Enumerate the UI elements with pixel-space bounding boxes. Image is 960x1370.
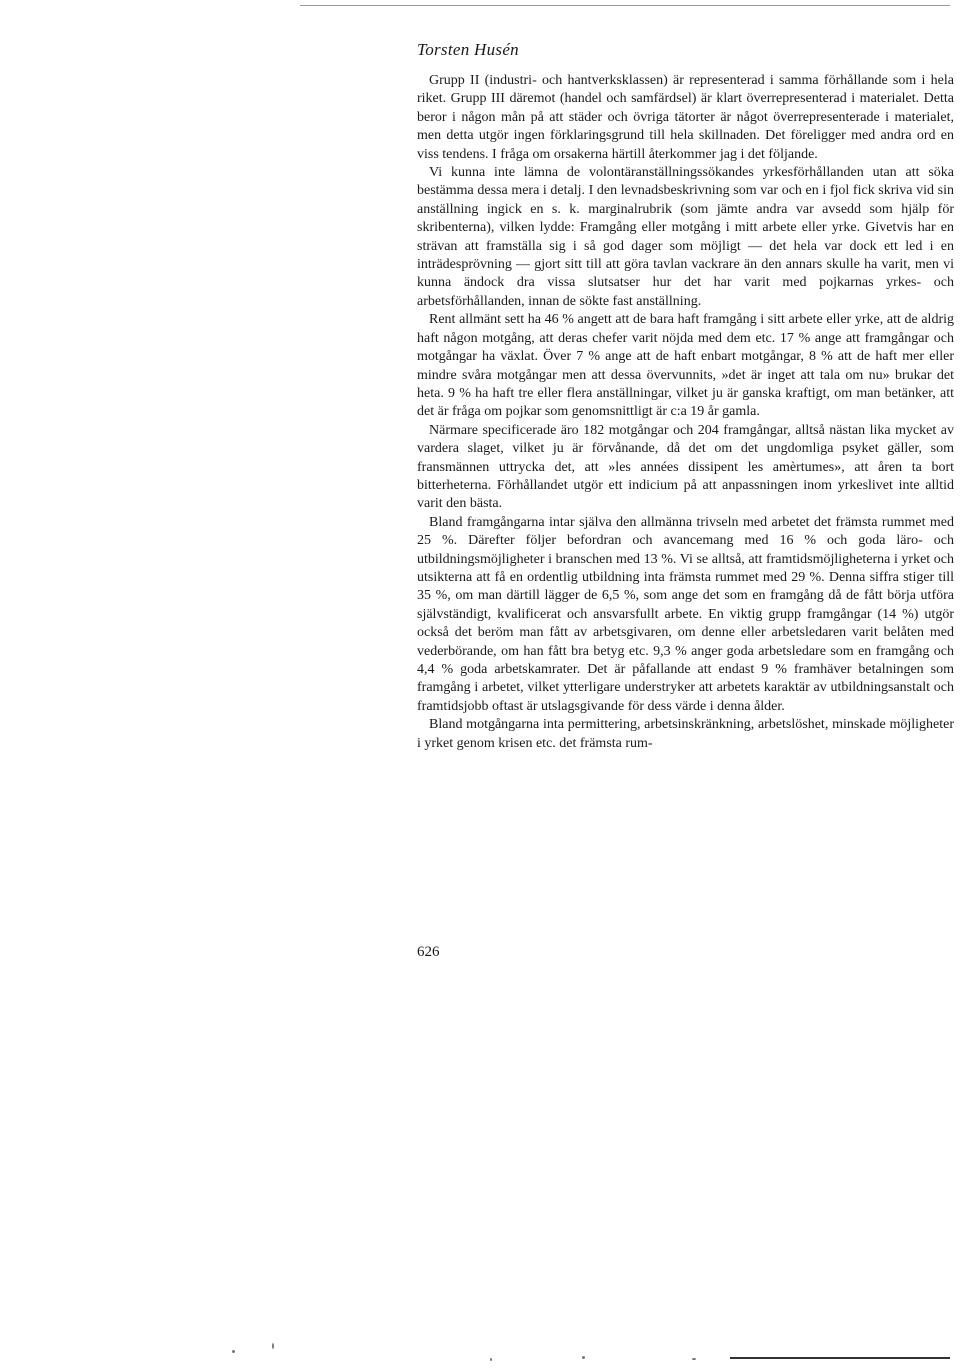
scan-speck — [582, 1356, 585, 1359]
paragraph-5: Bland framgångarna intar själva den allmänna trivseln med arbetet det främsta rummet med 25 %. Därefter följer befordran och avancemang med 16 % och goda läro- och utbildningsmöjligheter i branschen med 13 %. Vi se alltså, att framtidsmöjligheterna i yrket och utsikterna att få en ordentlig utbildning inta främsta rummet med 29 %. Denna siffra stiger till 35 %, om man därtill lägger de 6,5 %, som ange det som en framgång då de fått börja utföra självständigt, kvalificerat och ansvarsfullt arbete. En viktig grupp framgångar (14 %) utgör också det beröm man fått av arbetsgivaren, om denne eller arbetsledaren varit belåten med vederbörande, om han fått bra betyg etc. 9,3 % anger goda arbetsledare som en framgång och 4,4 % goda arbetskamrater. Det är påfallande att endast 9 % framhäver betalningen som framgång i arbetet, vilket ytterligare understryker att arbetets karaktär av utbildningsanstalt och framtidsjobb oftast är utslagsgivande för dess värde i denna ålder. — [417, 514, 954, 714]
page-number: 626 — [417, 944, 440, 960]
paragraph-4: Närmare specificerade äro 182 motgångar och 204 framgångar, alltså nästan lika mycket av vardera slaget, vilket ju är förvånande, då det om det ungdomliga psyket gäller, som fransmännen uttrycka det, att »les années dissipent les amèrtumes», att åren ta bort bitterheterna. Förhållandet utgör ett indicium på att anpassningen inom yrkeslivet inte alltid varit den bästa. — [417, 422, 954, 512]
top-scan-rule — [300, 5, 950, 6]
paragraph-2: Vi kunna inte lämna de volontäranställningssökandes yrkesförhållanden utan att söka bestämma dessa mera i detalj. I den levnadsbeskrivning som var och en i fjol fick skriva vid sin anställning ingick en s. k. marginalrubrik (som jämte andra var avsedd som hjälp för skribenterna), vilken lydde: Framgång eller motgång i mitt arbete eller yrke. Givetvis har en strävan att framställa sig i så god dager som möjligt — det hela var dock ett led i en inträdesprövning — gjort sitt till att göra tavlan vackrare än den annars skulle ha varit, men vi kunna ändock dra vissa slutsatser hur det har varit med pojkarnas yrkes- och arbetsförhållanden, innan de sökte fast anställning. — [417, 165, 954, 309]
scan-speck — [272, 1343, 274, 1349]
scan-speck — [232, 1350, 235, 1353]
paragraph-1: Grupp II (industri- och hantverksklassen) är representerad i samma förhållande som i hela riket. Grupp III däremot (handel och samfärdsel) är klart överrepresenterad i materialet. Detta beror i någon mån på att städer och övriga tätorter är något överrepresenterade i materialet, men detta utgör ingen förklaringsgrund till hela skillnaden. Det föreligger med andra ord en viss tendens. I fråga om orsakerna härtill återkommer jag i det följande. — [417, 73, 954, 162]
body-text — [417, 72, 954, 753]
paragraph-6: Bland motgångarna inta permittering, arbetsinskränkning, arbetslöshet, minskade möjligheter i yrket genom krisen etc. det främsta rum- — [417, 717, 954, 751]
scan-speck — [490, 1358, 492, 1361]
bottom-scan-rule — [730, 1357, 950, 1359]
running-head-author: Torsten Husén — [417, 40, 519, 59]
paragraph-3: Rent allmänt sett ha 46 % angett att de bara haft framgång i sitt arbete eller yrke, att de aldrig haft någon motgång, att deras chefer varit nöjda med dem etc. 17 % ange att framgångar och motgångar ha växlat. Över 7 % ange att de haft enbart motgångar, 8 % att de haft mer eller mindre svåra motgångar men att dessa övervunnits, »det är inget att tala om nu» brukar det heta. 9 % ha haft tre eller flera anställningar, vilket ju är ganska kraftigt, om man betänker, att det är fråga om pojkar som genomsnittligt är c:a 19 år gamla. — [417, 312, 954, 420]
scan-speck — [692, 1358, 696, 1360]
